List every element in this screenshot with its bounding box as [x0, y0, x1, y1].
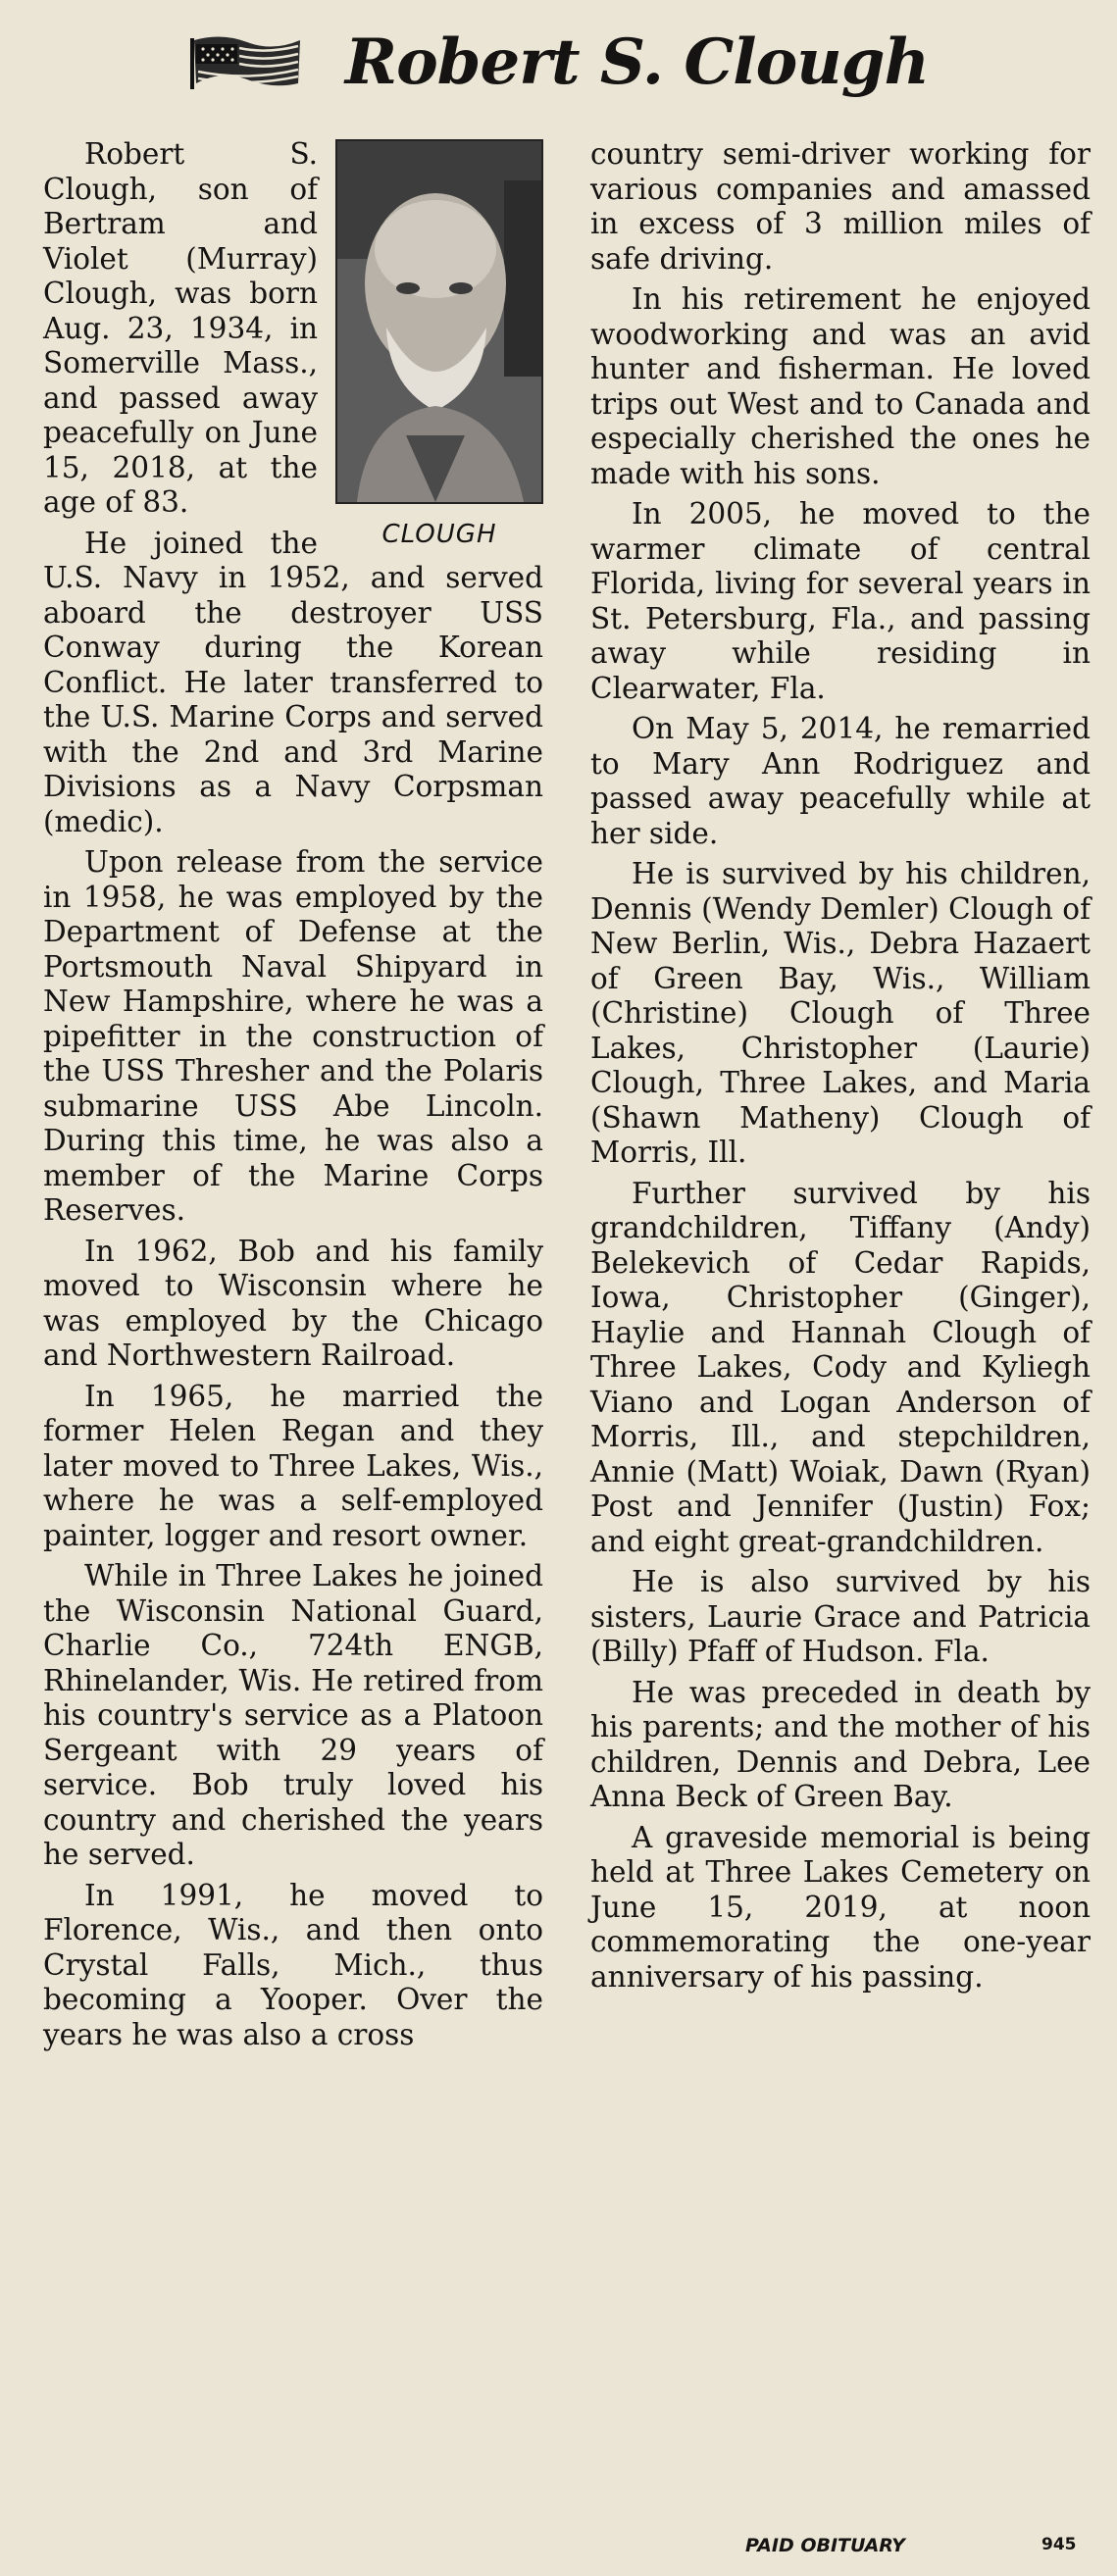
paragraph: He is survived by his children, Dennis (Wendy Demler) Clough of New Berlin, Wis., Debra Hazaert of Green Bay, Wis., William (Christine) Clough of Three Lakes, Christopher (Laurie) Clough, Three Lakes, and Maria (Shawn Matheny) Clough of Morris, Ill. — [590, 857, 1091, 1169]
paragraph: In 1965, he married the former Helen Regan and they later moved to Three Lakes, Wis., where he was a self-employed painter, logger and resort owner. — [43, 1379, 543, 1552]
photo-block — [335, 139, 543, 553]
article-body — [43, 137, 1091, 2432]
paragraph: Further survived by his grandchildren, Tiffany (Andy) Belekevich of Cedar Rapids, Iowa, Christopher (Ginger), Haylie and Hannah Clough of Three Lakes, Cody and Kyliegh Viano and Logan Anderson of Morris, Ill., and stepchildren, Annie (Matt) Woiak, Dawn (Ryan) Post and Jennifer (Justin) Fox; and eight great-grandchildren. — [590, 1176, 1091, 1558]
paragraph: Robert S. Clough, son of Bertram and Violet (Murray) Clough, was born Aug. 23, 1934, in Somerville Mass., and passed away peacefully on June 15, 2018, at the age of 83. — [43, 137, 318, 519]
paragraph: country semi-driver working for various companies and amassed in excess of 3 million miles of safe driving. — [590, 137, 1091, 276]
paragraph: In 1991, he moved to Florence, Wis., and then onto Crystal Falls, Mich., thus becoming a Yooper. Over the years he was also a cross — [43, 1878, 543, 2051]
paragraph: In 1962, Bob and his family moved to Wisconsin where he was employed by the Chicago and Northwestern Railroad. — [43, 1234, 543, 1372]
paragraph: On May 5, 2014, he remarried to Mary Ann Rodriguez and passed away peacefully while at her side. — [590, 712, 1091, 850]
header — [0, 18, 1117, 106]
column-right — [590, 137, 1091, 2432]
photo-caption: CLOUGH — [381, 520, 497, 549]
paragraph: He was preceded in death by his parents; and the mother of his children, Dennis and Debra, Lee Anna Beck of Green Bay. — [590, 1675, 1091, 1813]
paragraph: He is also survived by his sisters, Laurie Grace and Patricia (Billy) Pfaff of Hudson. Fla. — [590, 1565, 1091, 1668]
obituary-title: Robert S. Clough — [344, 25, 930, 99]
column-left — [43, 137, 543, 2432]
portrait-photo — [335, 139, 543, 504]
portrait-illustration — [337, 141, 541, 502]
paragraph: While in Three Lakes he joined the Wisconsin National Guard, Charlie Co., 724th ENGB, Rhinelander, Wis. He retired from his country's service as a Platoon Sergeant with 29 years of service. Bob truly loved his country and cherished the years he served. — [43, 1559, 543, 1871]
paragraph: He joined the U.S. Navy in 1952, and served aboard the destroyer USS Conway during the Korean Conflict. He later transferred to the U.S. Marine Corps and served with the 2nd and 3rd Marine Divisions as a Navy Corpsman (medic). — [43, 526, 543, 838]
page-number: 945 — [1041, 2535, 1077, 2554]
paragraph: In 2005, he moved to the warmer climate of central Florida, living for several years in St. Petersburg, Fla., and passing away while residing in Clearwater, Fla. — [590, 497, 1091, 705]
paragraph: A graveside memorial is being held at Three Lakes Cemetery on June 15, 2019, at noon commemorating the one-year anniversary of his passing. — [590, 1820, 1091, 1994]
paid-obituary-label: PAID OBITUARY — [745, 2535, 905, 2556]
american-flag-icon — [188, 32, 306, 91]
paragraph: Upon release from the service in 1958, he was employed by the Department of Defense at the Portsmouth Naval Shipyard in New Hampshire, where he was a pipefitter in the construction of the USS Thresher and the Polaris submarine USS Abe Lincoln. During this time, he was also a member of the Marine Corps Reserves. — [43, 845, 543, 1227]
paragraph: In his retirement he enjoyed woodworking and was an avid hunter and fisherman. He loved trips out West and to Canada and especially cherished the ones he made with his sons. — [590, 282, 1091, 490]
